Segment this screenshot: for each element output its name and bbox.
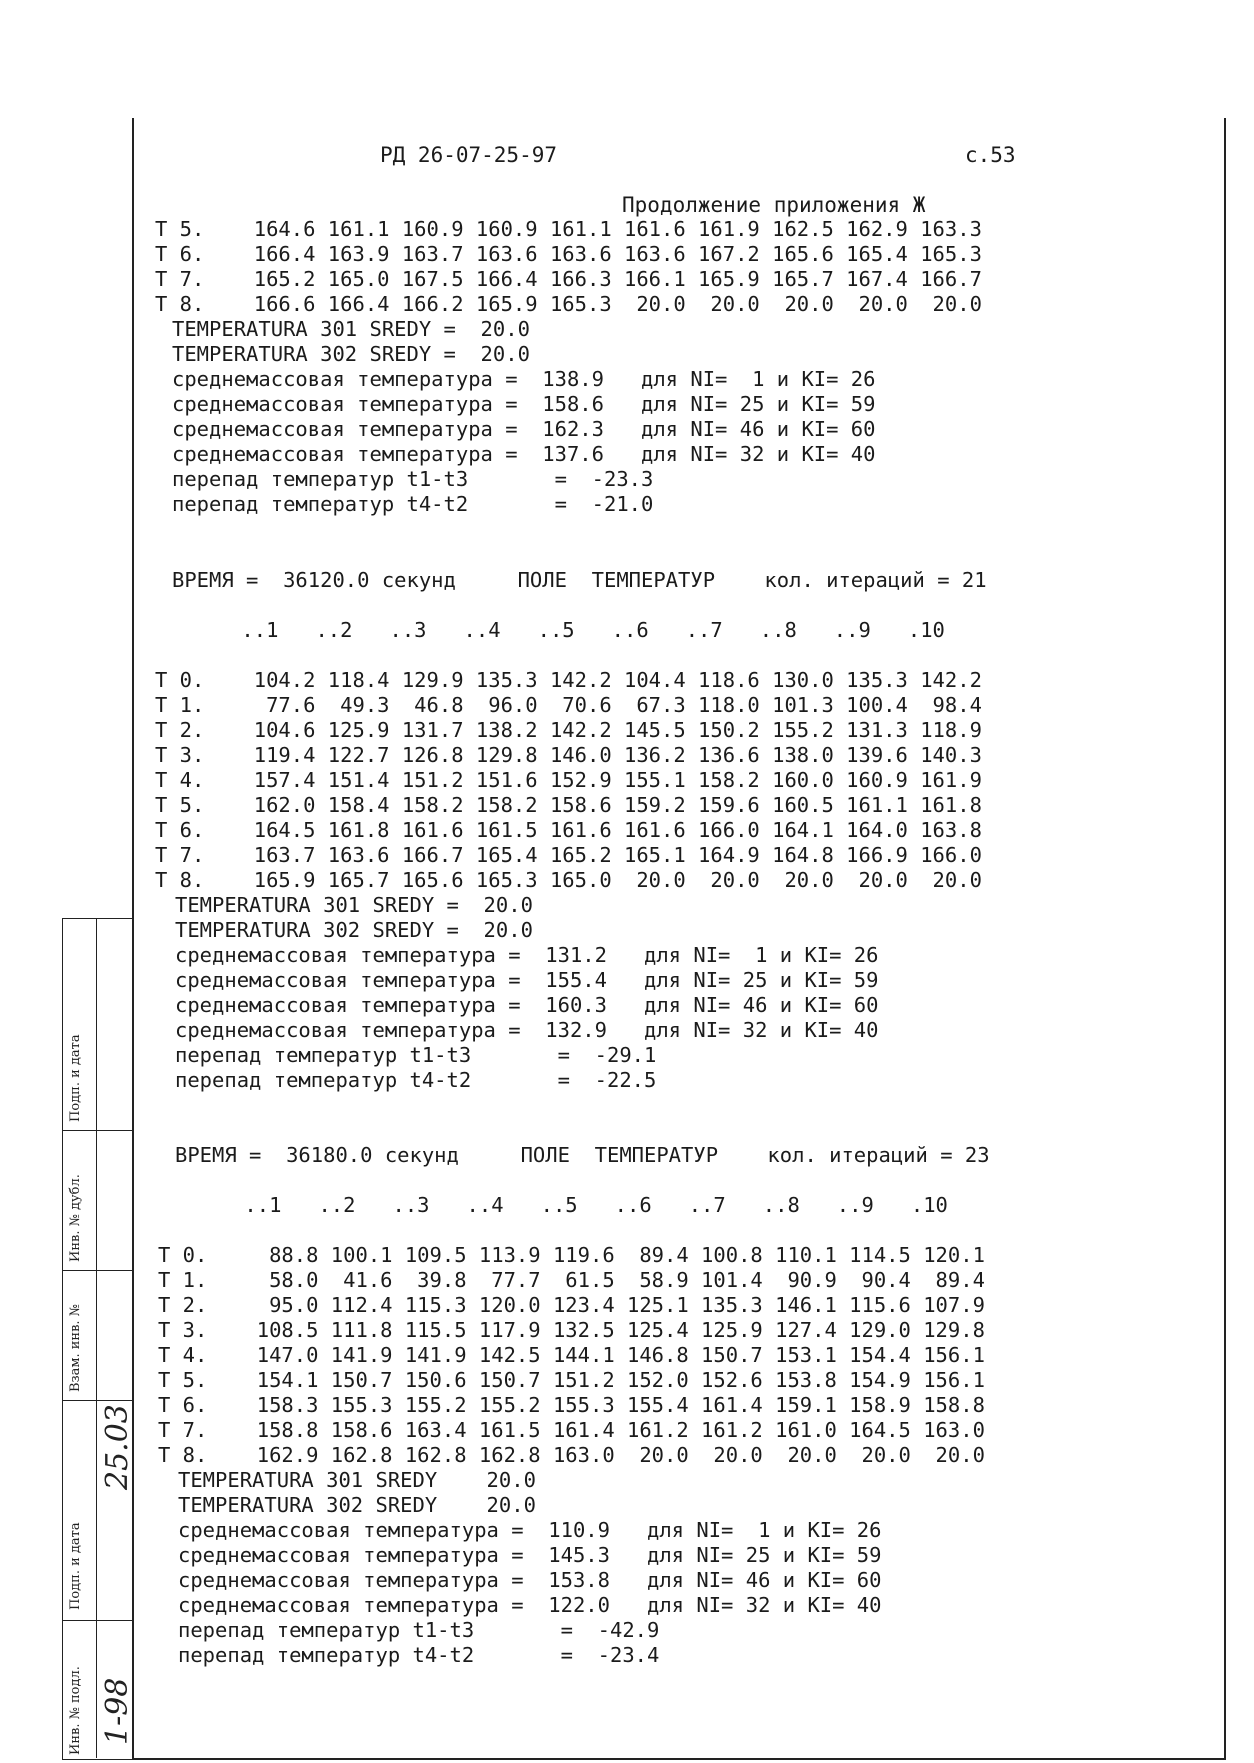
cont-summary-line: перепад температур t1-t3 = -23.3 (172, 467, 654, 491)
table-row: Т 4. 147.0 141.9 141.9 142.5 144.1 146.8 150.7 153.1 154.4 156.1 (158, 1343, 985, 1367)
cont-summary-line: перепад температур t4-t2 = -21.0 (172, 492, 654, 516)
stamp-divider (62, 1400, 132, 1401)
table-row: Т 4. 157.4 151.4 151.2 151.6 152.9 155.1 158.2 160.0 160.9 161.9 (155, 768, 982, 792)
table-row: Т 6. 158.3 155.3 155.2 155.2 155.3 155.4 161.4 159.1 158.9 158.8 (158, 1393, 985, 1417)
block2-summary-line: среднемассовая температура = 110.9 для NI= 1 и KI= 26 (178, 1518, 882, 1542)
block1-heading: ВРЕМЯ = 36120.0 секунд ПОЛЕ ТЕМПЕРАТУР кол. итераций = 21 (172, 568, 987, 592)
block1-summary-line: среднемассовая температура = 160.3 для NI= 46 и KI= 60 (175, 993, 879, 1017)
cont-row-8: Т 8. 166.6 166.4 166.2 165.9 165.3 20.0 20.0 20.0 20.0 20.0 (155, 292, 982, 316)
table-row: Т 7. 163.7 163.6 166.7 165.4 165.2 165.1 164.9 164.8 166.9 166.0 (155, 843, 982, 867)
block2-summary-line: перепад температур t4-t2 = -23.4 (178, 1643, 660, 1667)
document-code: РД 26-07-25-97 (380, 143, 558, 167)
table-row: Т 5. 162.0 158.4 158.2 158.2 158.6 159.2 159.6 160.5 161.1 161.8 (155, 793, 982, 817)
table-row: Т 0. 104.2 118.4 129.9 135.3 142.2 104.4 118.6 130.0 135.3 142.2 (155, 668, 982, 692)
table-row: Т 7. 158.8 158.6 163.4 161.5 161.4 161.2 161.2 161.0 164.5 163.0 (158, 1418, 985, 1442)
block2-summary-line: среднемассовая температура = 153.8 для NI= 46 и KI= 60 (178, 1568, 882, 1592)
block2-summary-line: среднемассовая температура = 122.0 для NI= 32 и KI= 40 (178, 1593, 882, 1617)
table-row: Т 6. 164.5 161.8 161.6 161.5 161.6 161.6 166.0 164.1 164.0 163.8 (155, 818, 982, 842)
block1-summary-line: среднемассовая температура = 132.9 для NI= 32 и KI= 40 (175, 1018, 879, 1042)
table-row: Т 2. 104.6 125.9 131.7 138.2 142.2 145.5 150.2 155.2 131.3 118.9 (155, 718, 982, 742)
cont-row-6: Т 6. 166.4 163.9 163.7 163.6 163.6 163.6 167.2 165.6 165.4 165.3 (155, 242, 982, 266)
stamp-label-sign-date-2: Подп. и дата (68, 1034, 83, 1122)
block1-summary-line: среднемассовая температура = 131.2 для NI= 1 и KI= 26 (175, 943, 879, 967)
table-row: Т 8. 162.9 162.8 162.8 162.8 163.0 20.0 20.0 20.0 20.0 20.0 (158, 1443, 985, 1467)
stamp-label-replace-inv: Взам. инв. № (68, 1304, 83, 1392)
block2-summary-line: TEMPERATURA 302 SREDY 20.0 (178, 1493, 536, 1517)
cont-summary-line: среднемассовая температура = 162.3 для NI= 46 и KI= 60 (172, 417, 876, 441)
table-row: Т 0. 88.8 100.1 109.5 113.9 119.6 89.4 100.8 110.1 114.5 120.1 (158, 1243, 985, 1267)
cont-row-5: Т 5. 164.6 161.1 160.9 160.9 161.1 161.6 161.9 162.5 162.9 163.3 (155, 217, 982, 241)
stamp-divider (62, 1130, 132, 1131)
block1-summary-line: перепад температур t4-t2 = -22.5 (175, 1068, 657, 1092)
block2-summary-line: TEMPERATURA 301 SREDY 20.0 (178, 1468, 536, 1492)
table-row: Т 3. 119.4 122.7 126.8 129.8 146.0 136.2 136.6 138.0 139.6 140.3 (155, 743, 982, 767)
stamp-label-inv: Инв. № подл. (68, 1666, 83, 1755)
stamp-divider (62, 1270, 132, 1271)
cont-summary-line: TEMPERATURA 301 SREDY = 20.0 (172, 317, 530, 341)
block2-summary-line: среднемассовая температура = 145.3 для NI= 25 и KI= 59 (178, 1543, 882, 1567)
stamp-label-dup-inv: Инв. № дубл. (68, 1174, 83, 1262)
cont-summary-line: среднемассовая температура = 138.9 для NI= 1 и KI= 26 (172, 367, 876, 391)
cont-summary-line: среднемассовая температура = 137.6 для NI= 32 и KI= 40 (172, 442, 876, 466)
block2-column-header: ..1 ..2 ..3 ..4 ..5 ..6 ..7 ..8 ..9 .10 (158, 1193, 948, 1217)
block1-summary-line: TEMPERATURA 301 SREDY = 20.0 (175, 893, 533, 917)
cont-summary-line: TEMPERATURA 302 SREDY = 20.0 (172, 342, 530, 366)
block1-summary-line: среднемассовая температура = 155.4 для NI= 25 и KI= 59 (175, 968, 879, 992)
table-row: Т 2. 95.0 112.4 115.3 120.0 123.4 125.1 135.3 146.1 115.6 107.9 (158, 1293, 985, 1317)
table-row: Т 5. 154.1 150.7 150.6 150.7 151.2 152.0 152.6 153.8 154.9 156.1 (158, 1368, 985, 1392)
table-row: Т 8. 165.9 165.7 165.6 165.3 165.0 20.0 20.0 20.0 20.0 20.0 (155, 868, 982, 892)
page-number: с.53 (965, 143, 1016, 167)
cont-summary-line: среднемассовая температура = 158.6 для NI= 25 и KI= 59 (172, 392, 876, 416)
table-row: Т 1. 58.0 41.6 39.8 77.7 61.5 58.9 101.4 90.9 90.4 89.4 (158, 1268, 985, 1292)
block2-heading: ВРЕМЯ = 36180.0 секунд ПОЛЕ ТЕМПЕРАТУР кол. итераций = 23 (175, 1143, 990, 1167)
table-row: Т 1. 77.6 49.3 46.8 96.0 70.6 67.3 118.0 101.3 100.4 98.4 (155, 693, 982, 717)
handwritten-date: 25.03 (100, 1404, 135, 1490)
block1-summary-line: перепад температур t1-t3 = -29.1 (175, 1043, 657, 1067)
stamp-divider (96, 918, 97, 1758)
block1-summary-line: TEMPERATURA 302 SREDY = 20.0 (175, 918, 533, 942)
stamp-divider (62, 1620, 132, 1621)
appendix-heading: Продолжение приложения Ж (622, 193, 926, 217)
stamp-label-sign-date: Подп. и дата (68, 1522, 83, 1610)
block2-summary-line: перепад температур t1-t3 = -42.9 (178, 1618, 660, 1642)
handwritten-inv-number: 1-98 (100, 1677, 135, 1745)
block1-column-header: ..1 ..2 ..3 ..4 ..5 ..6 ..7 ..8 ..9 .10 (155, 618, 945, 642)
table-row: Т 3. 108.5 111.8 115.5 117.9 132.5 125.4 125.9 127.4 129.0 129.8 (158, 1318, 985, 1342)
cont-row-7: Т 7. 165.2 165.0 167.5 166.4 166.3 166.1 165.9 165.7 167.4 166.7 (155, 267, 982, 291)
